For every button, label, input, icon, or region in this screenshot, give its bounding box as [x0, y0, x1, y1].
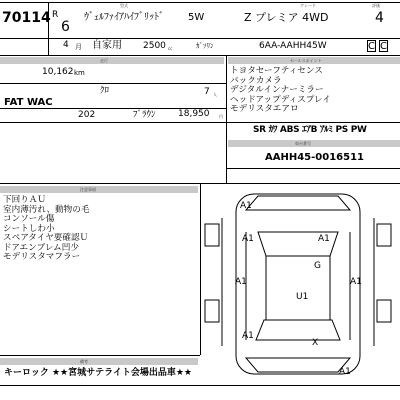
- label-notes: 注意事項: [80, 187, 96, 192]
- interior-score: C: [368, 41, 375, 52]
- car-name: ｳﾞｪﾙﾌｧｲｱﾊｲﾌﾞﾘｯﾄﾞ: [84, 12, 164, 23]
- label-selling-points: セールスポイント: [290, 58, 322, 63]
- tail-outline: [246, 358, 350, 372]
- year-value: 6: [61, 19, 70, 35]
- model-code: 6AA-AAHH45W: [259, 41, 327, 51]
- recycle-fee: 18,950: [178, 109, 210, 119]
- color-text: ｸﾛ: [100, 86, 110, 96]
- lot-number: 70114: [2, 10, 51, 26]
- note-item: シートしわ小: [3, 223, 55, 234]
- selling-point: トヨタセーフティセンス: [230, 66, 323, 76]
- chassis-number: AAHH45-0016511: [265, 152, 364, 163]
- equip-abs: ABS: [279, 125, 300, 135]
- equip-sr: SR: [253, 125, 266, 135]
- usage-text: 自家用: [92, 40, 122, 51]
- selling-point: バックカメラ: [230, 75, 282, 86]
- footer-text: キーロック ★★宮城サテライト会場出品車★★: [4, 368, 192, 378]
- front-left-wheel: [205, 224, 219, 246]
- label-model-type: 型式: [120, 3, 128, 8]
- rear-left-wheel: [205, 300, 219, 322]
- month-unit: 月: [75, 43, 82, 51]
- damage-rear-a1-right: A1: [339, 367, 351, 377]
- year-era: R: [52, 10, 59, 20]
- damage-rear-a1-left: A1: [242, 331, 254, 341]
- equip-airbag: ｴｱB: [302, 125, 318, 135]
- damage-u1: U1: [296, 292, 309, 302]
- exterior-score: C: [380, 41, 387, 52]
- damage-front-a1-mid: A1: [242, 234, 254, 244]
- damage-g: G: [314, 261, 321, 271]
- damage-front-a1-right: A1: [318, 234, 330, 244]
- grade-text: Z プレミア 4WD: [244, 11, 329, 24]
- rear-window: [256, 320, 340, 340]
- transmission-text: FAT WAC: [4, 97, 53, 108]
- selling-point: ヘッドアップディスプレイ: [230, 94, 331, 105]
- door-count: 5W: [188, 12, 205, 23]
- mileage-unit: km: [74, 69, 85, 77]
- equip-alloy: ｱﾙﾐ: [319, 125, 333, 135]
- month-value: 4: [63, 40, 69, 50]
- damage-rear-x: X: [312, 338, 319, 348]
- note-item: モデリスタマフラー: [3, 252, 81, 262]
- fuel-type: ｶﾞｿﾘﾝ: [196, 42, 214, 50]
- note-item: スペアタイヤ要確認Ｕ: [3, 233, 89, 243]
- damage-front-a1-top: A1: [240, 201, 252, 211]
- damage-bumper-left: A1: [235, 277, 247, 287]
- displacement-unit: cc: [168, 46, 173, 51]
- interior-color: ﾌﾞﾗｳﾝ: [133, 110, 156, 120]
- label-grade: グレード: [300, 3, 316, 8]
- damage-bumper-right: A1: [350, 277, 362, 287]
- capacity-value: 7: [204, 87, 210, 97]
- note-item: コンソール傷: [3, 214, 55, 224]
- note-item: 室内薄汚れ、動物の毛: [3, 204, 90, 215]
- front-right-wheel: [377, 224, 391, 246]
- label-chassis: 車台番号: [295, 141, 311, 146]
- mileage-value: 10,162: [42, 67, 74, 77]
- hood-outline: [246, 196, 350, 210]
- recycle-unit: 円: [219, 114, 223, 119]
- rear-right-wheel: [377, 300, 391, 322]
- note-item: 下回りＡＵ: [3, 195, 46, 205]
- equip-ps: PS: [335, 125, 348, 135]
- color-code: 202: [78, 110, 96, 120]
- equip-leather: ｶﾜ: [268, 125, 278, 135]
- label-mileage: 走行: [100, 58, 108, 63]
- capacity-unit: 人: [213, 92, 217, 97]
- selling-point: デジタルインナーミラー: [230, 85, 324, 95]
- label-footer: 備考: [80, 359, 88, 364]
- note-item: ドアエンブレム凹少: [3, 242, 79, 253]
- equip-pw: PW: [350, 125, 367, 135]
- car-body-outline: [236, 194, 360, 374]
- selling-point: モデリスタエアロ: [230, 104, 299, 114]
- displacement-value: 2500: [143, 41, 166, 51]
- score-value: 4: [375, 10, 384, 26]
- label-score: 評価: [372, 3, 380, 8]
